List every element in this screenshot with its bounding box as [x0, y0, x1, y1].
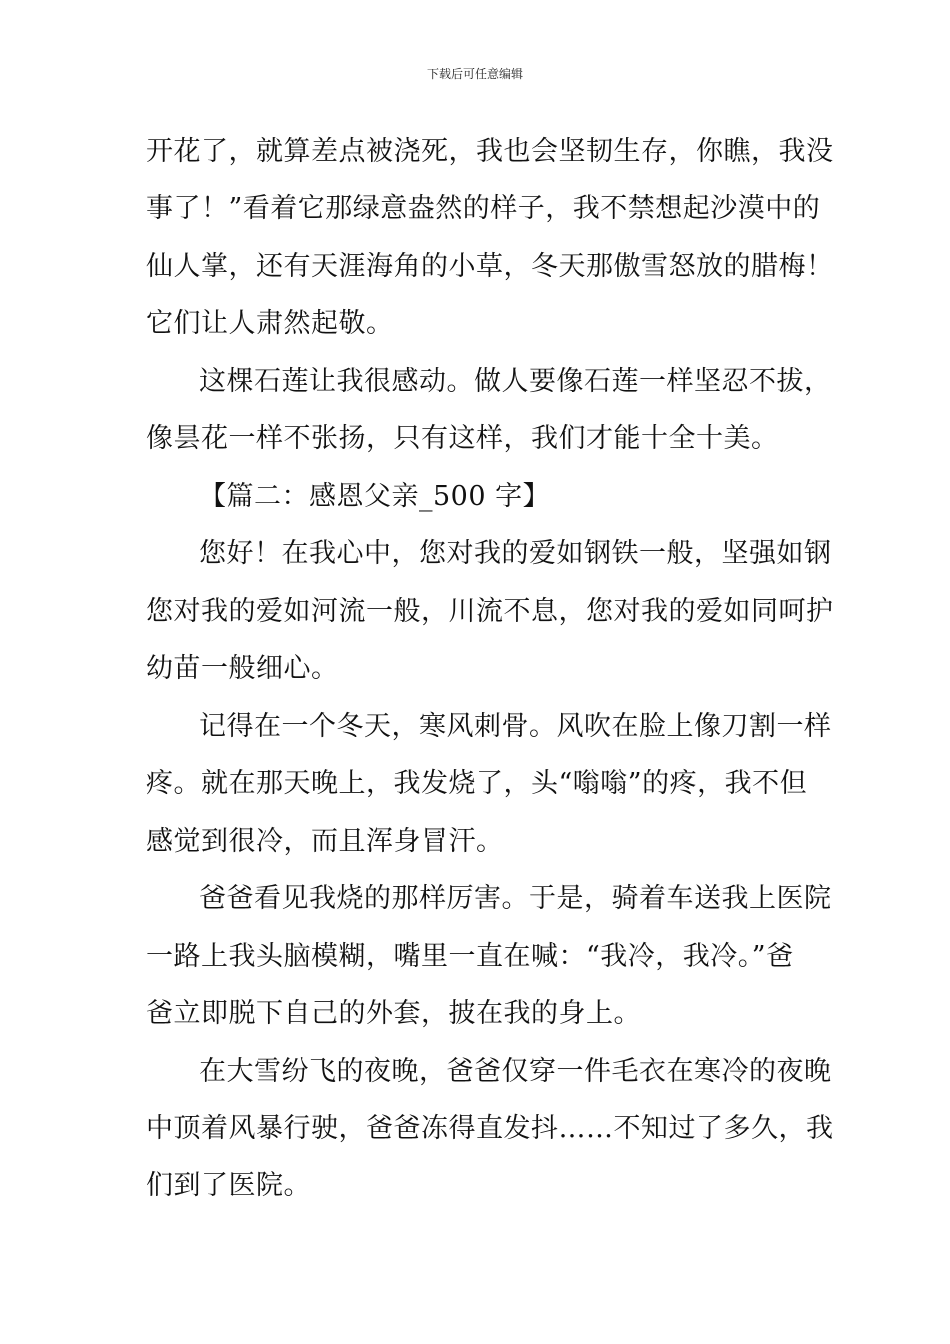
text-line: 中顶着风暴行驶，爸爸冻得直发抖……不知过了多久，我 [146, 1113, 834, 1144]
page-header: 下载后可任意编辑 [426, 67, 523, 81]
text-line: 爸立即脱下自己的外套，披在我的身上。 [146, 998, 641, 1029]
text-line: 们到了医院。 [146, 1170, 311, 1201]
text-line: 爸爸看见我烧的那样厉害。于是，骑着车送我上医院 [199, 883, 832, 914]
text-line: 开花了，就算差点被浇死，我也会坚韧生存，你瞧，我没 [146, 136, 834, 167]
text-line: 在大雪纷飞的夜晚，爸爸仅穿一件毛衣在寒冷的夜晚 [199, 1056, 832, 1087]
text-line: 像昙花一样不张扬，只有这样，我们才能十全十美。 [146, 423, 779, 454]
text-line: 一路上我头脑模糊，嘴里一直在喊：“我冷，我冷。”爸 [146, 941, 794, 972]
text-line: 感觉到很冷，而且浑身冒汗。 [146, 826, 504, 857]
text-line: 它们让人肃然起敬。 [146, 308, 394, 339]
text-line: 您对我的爱如河流一般，川流不息，您对我的爱如同呵护 [146, 596, 834, 627]
text-line: 记得在一个冬天，寒风刺骨。风吹在脸上像刀割一样 [199, 711, 832, 742]
text-line: 事了！”看着它那绿意盎然的样子，我不禁想起沙漠中的 [146, 193, 821, 224]
text-line: 仙人掌，还有天涯海角的小草，冬天那傲雪怒放的腊梅！ [146, 251, 834, 282]
text-line: 幼苗一般细心。 [146, 653, 339, 684]
text-line: 您好！在我心中，您对我的爱如钢铁一般，坚强如钢 [199, 538, 832, 569]
section-heading: 【篇二：感恩父亲_500 字】 [199, 481, 551, 512]
text-line: 这棵石莲让我很感动。做人要像石莲一样坚忍不拔， [199, 366, 832, 397]
text-line: 疼。就在那天晚上，我发烧了，头“嗡嗡”的疼，我不但 [146, 768, 808, 799]
